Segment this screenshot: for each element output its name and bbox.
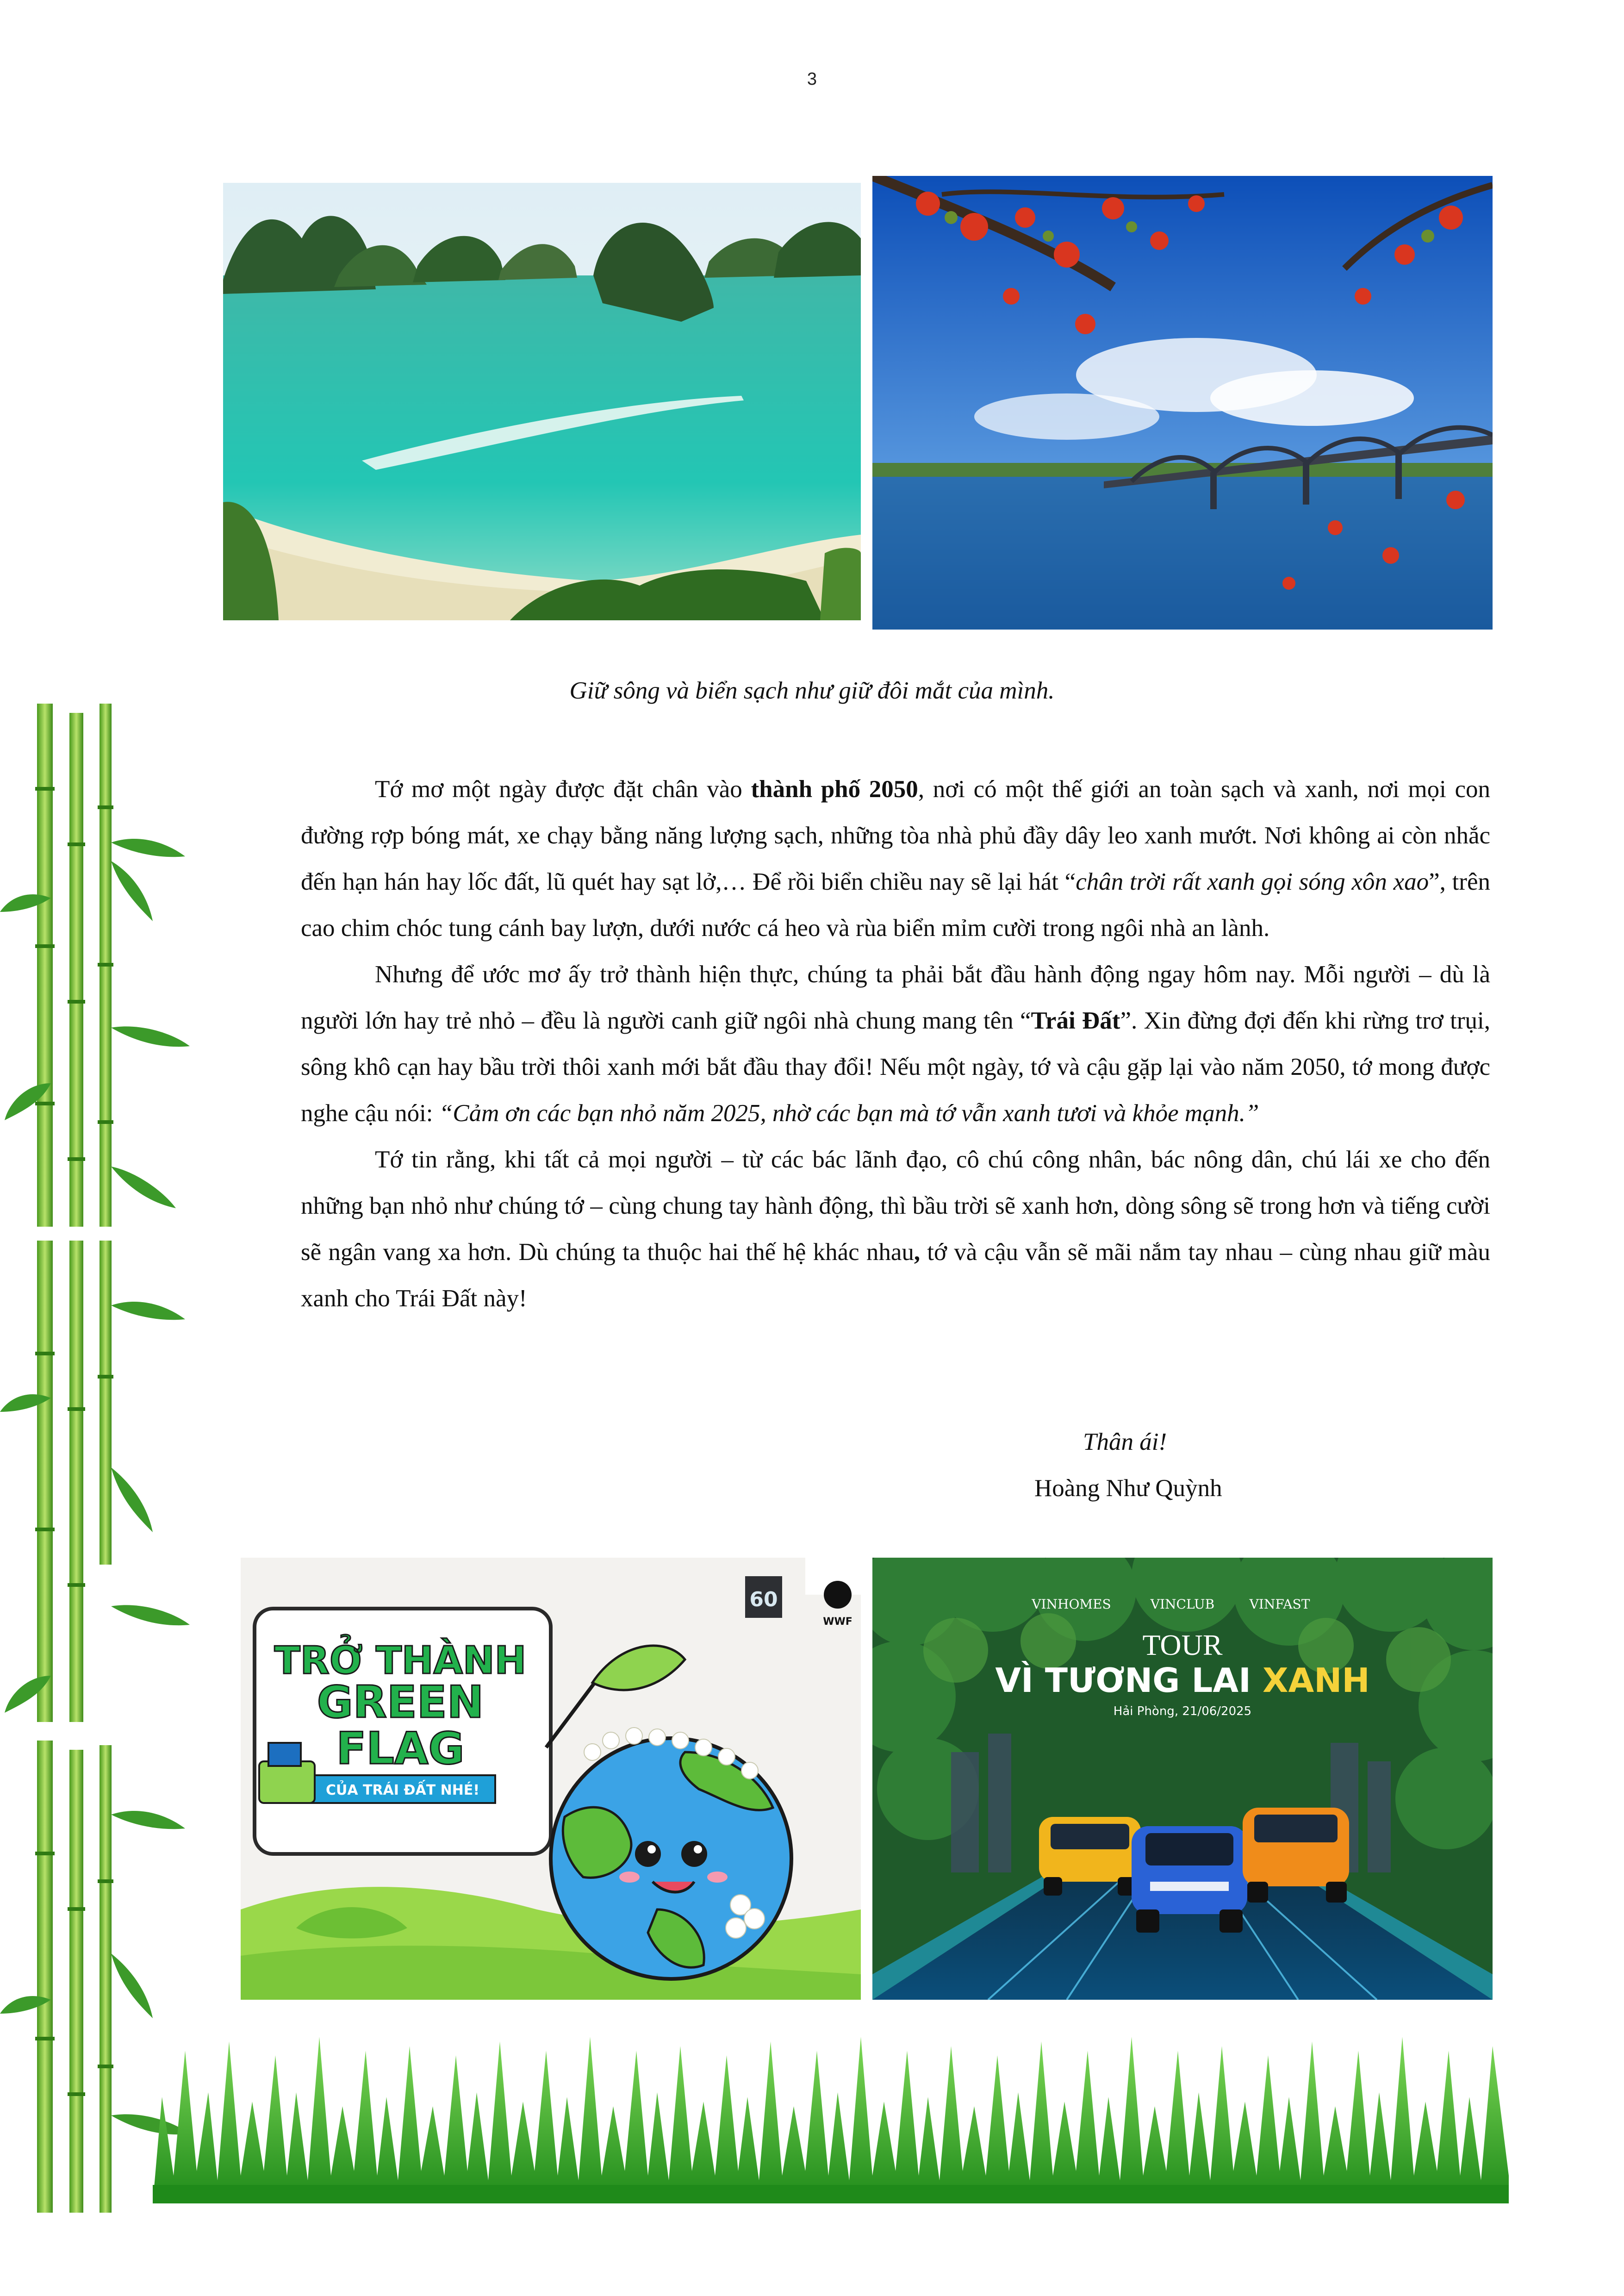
poster-sub: CỦA TRÁI ĐẤT NHÉ!: [325, 1782, 480, 1798]
signature-name: Hoàng Như Quỳnh: [1034, 1475, 1222, 1502]
halong-bay-photo: [223, 183, 861, 620]
signature-closing: Thân ái!: [1083, 1429, 1167, 1455]
paragraph-1: [301, 766, 1490, 951]
vinfast-tour-poster: [872, 1558, 1493, 2000]
paragraph-3: [301, 1136, 1490, 1322]
p2-italic-quote: “Cảm ơn các bạn nhỏ năm 2025, nhờ các bạn mà tớ vẫn xanh tươi và khỏe mạnh.”: [439, 1100, 1259, 1127]
p3-text-a: Tớ tin rằng, khi tất cả mọi người – từ các bác lãnh đạo, cô chú công nhân, bác nông dân, chú lái xe cho đến những bạn nhỏ như chúng tớ – cùng chung tay hành động, thì bầu trời sẽ xanh hơn, dòng sông sẽ trong hơn và tiếng cười sẽ ngân vang xa hơn. Dù chúng ta thuộc hai thế hệ khác nhau: [301, 1146, 1490, 1266]
p2-bold-earth: Trái Đất: [1031, 1007, 1120, 1034]
p3-text-c: tớ và cậu vẫn sẽ mãi nắm tay nhau – cùng nhau giữ màu xanh cho Trái Đất này!: [301, 1239, 1490, 1312]
p2-text-c: ”. Xin đừng đợi đến khi rừng trơ trụi, sông khô cạn hay bầu trời thôi xanh mới bắt đầu thay đổi! Nếu một ngày, tớ và cậu gặp lại vào năm 2050, tớ mong được nghe cậu nói:: [301, 1007, 1490, 1127]
page-number: 3: [807, 69, 817, 89]
p1-italic-song: chân trời rất xanh gọi sóng xôn xao: [1076, 868, 1429, 895]
grass-border-icon: [153, 2023, 1509, 2203]
poster-logos: VINHOMES VINCLUB VINFAST: [1032, 1597, 1310, 1612]
p1-text-c: , nơi có một thế giới an toàn sạch và xanh, nơi mọi con đường rợp bóng mát, xe chạy bằng năng lượng sạch, những tòa nhà phủ đầy dây leo xanh mướt. Nơi không ai còn nhắc đến hạn hán hay lốc đất, lũ quét hay sạt lở,… Để rồi biển chiều nay sẽ lại hát “: [301, 776, 1490, 895]
poster-headline-1: TRỞ THÀNH: [274, 1639, 527, 1683]
river-bridge-flame-tree-photo: [872, 176, 1493, 630]
poster-badge: 60: [749, 1588, 778, 1611]
poster-brand: WWF: [823, 1616, 852, 1628]
poster-headline-3: FLAG: [336, 1723, 465, 1774]
image-caption: Giữ sông và biển sạch như giữ đôi mắt của mình.: [569, 677, 1055, 704]
paragraph-2: [301, 951, 1490, 1136]
poster-headline-2: GREEN: [317, 1677, 484, 1728]
p3-bold-comma: ,: [914, 1239, 921, 1266]
p1-text-a: Tớ mơ một ngày được đặt chân vào: [375, 776, 751, 803]
p1-bold-city: thành phố 2050: [751, 776, 918, 803]
poster-date: Hải Phòng, 21/06/2025: [1113, 1704, 1252, 1718]
bamboo-border-icon: [0, 704, 194, 2213]
poster-title: VÌ TƯƠNG LAI XANH: [995, 1661, 1370, 1700]
poster-tour: TOUR: [1142, 1628, 1223, 1661]
letter-body: [301, 766, 1490, 1322]
p2-text-a: Nhưng để ước mơ ấy trở thành hiện thực, chúng ta phải bắt đầu hành động ngay hôm nay. Mỗi người – dù là người lớn hay trẻ nhỏ – đều là người canh giữ ngôi nhà chung mang tên “: [301, 961, 1490, 1034]
p1-text-e: ”, trên cao chim chóc tung cánh bay lượn, dưới nước cá heo và rùa biển mỉm cười trong ngôi nhà an lành.: [301, 868, 1490, 942]
green-flag-earth-poster: [241, 1558, 861, 2000]
